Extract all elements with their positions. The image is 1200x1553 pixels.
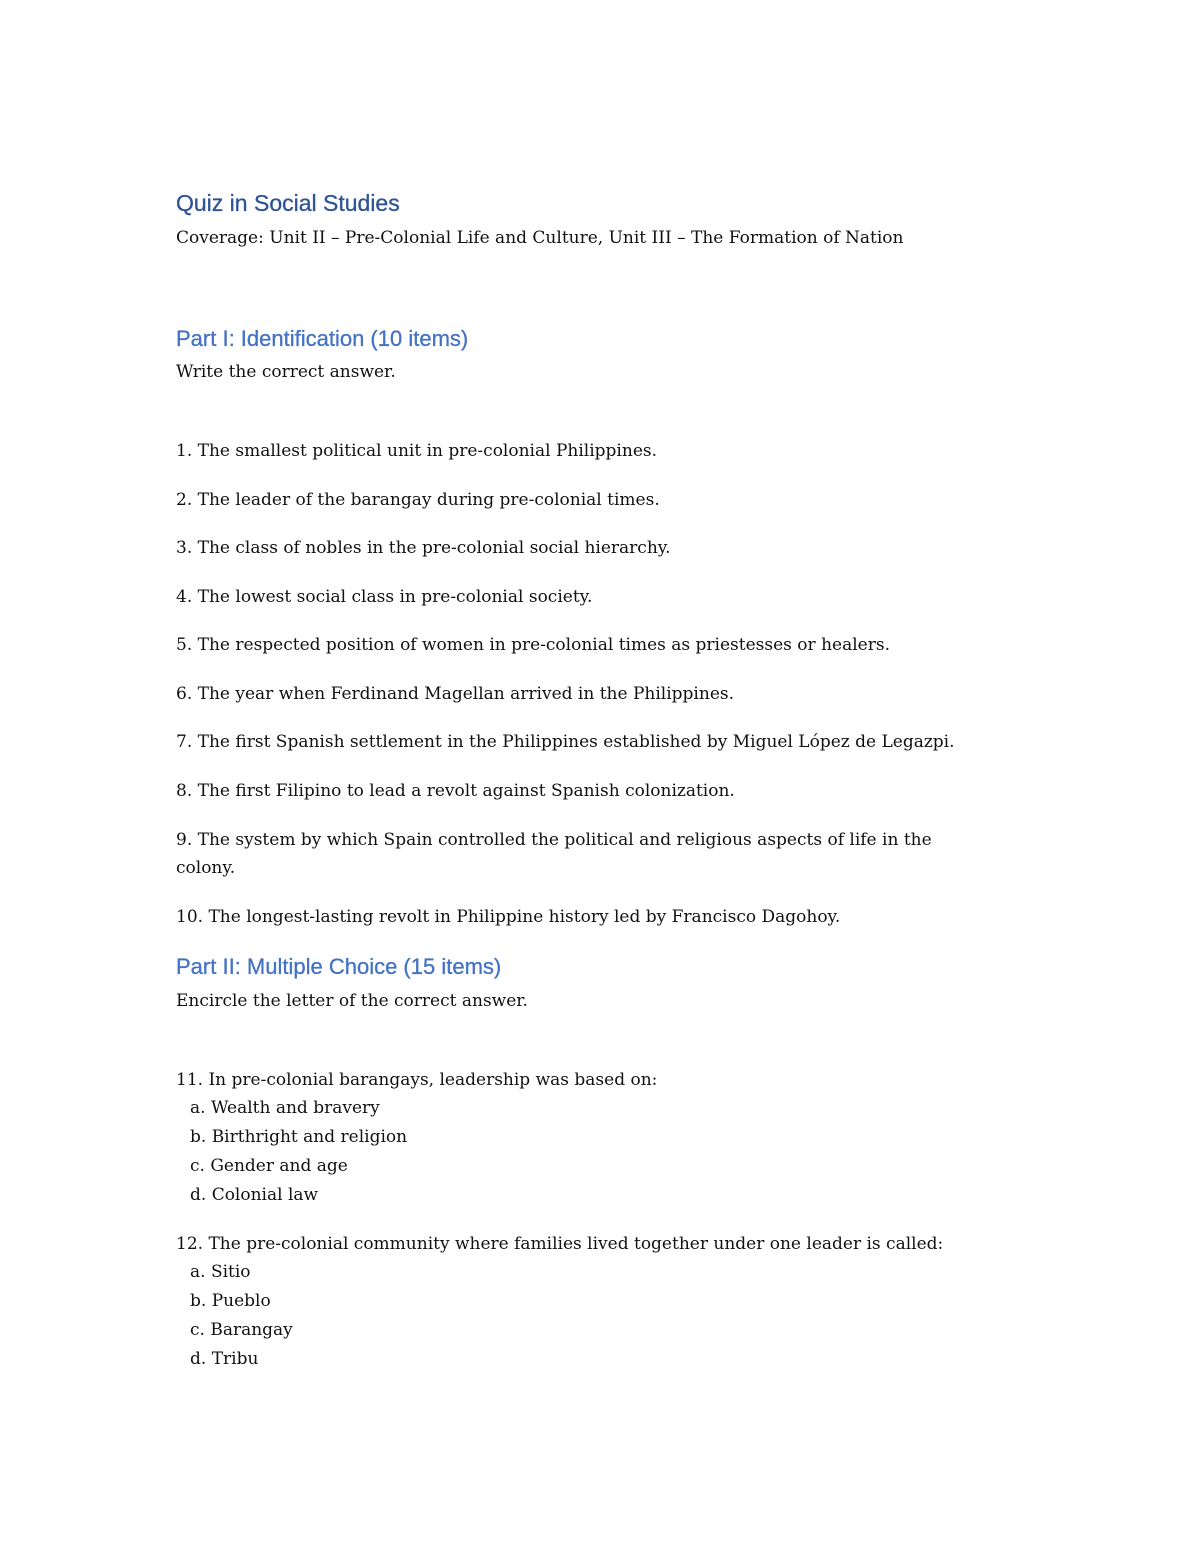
option-a: a. Sitio [190,1262,251,1282]
identification-item-6: 6. The year when Ferdinand Magellan arrived in the Philippines. [176,684,735,704]
identification-item-9: 9. The system by which Spain controlled the political and religious aspects of life in the colony. [176,830,932,878]
option-a: a. Wealth and bravery [190,1098,380,1118]
part2-heading: Part II: Multiple Choice (15 items) [176,954,502,979]
mc-question-12-options [176,1258,996,1374]
option-d: d. Colonial law [190,1185,319,1205]
identification-item-1: 1. The smallest political unit in pre-colonial Philippines. [176,441,658,461]
option-b: b. Birthright and religion [190,1127,408,1147]
option-c: c. Barangay [190,1320,293,1340]
mc-question-11-options [176,1094,996,1210]
mc-question-12 [176,1230,996,1374]
identification-item-10: 10. The longest-lasting revolt in Philippine history led by Francisco Dagohoy. [176,907,841,927]
option-b: b. Pueblo [190,1291,271,1311]
part1-heading: Part I: Identification (10 items) [176,326,469,351]
part1-instruction: Write the correct answer. [176,362,396,382]
quiz-title: Quiz in Social Studies [176,190,400,216]
identification-item-7: 7. The first Spanish settlement in the Philippines established by Miguel López de Legazpi. [176,732,955,752]
coverage-line: Coverage: Unit II – Pre-Colonial Life and Culture, Unit III – The Formation of Nation [176,228,904,248]
option-d: d. Tribu [190,1349,259,1369]
mc-question-11 [176,1066,996,1210]
option-c: c. Gender and age [190,1156,348,1176]
identification-item-8: 8. The first Filipino to lead a revolt against Spanish colonization. [176,781,735,801]
identification-item-2: 2. The leader of the barangay during pre-colonial times. [176,490,660,510]
mc-question-12-text: 12. The pre-colonial community where families lived together under one leader is called: [176,1234,944,1254]
mc-question-11-text: 11. In pre-colonial barangays, leadership was based on: [176,1070,658,1090]
identification-item-3: 3. The class of nobles in the pre-colonial social hierarchy. [176,538,671,558]
identification-item-5: 5. The respected position of women in pre-colonial times as priestesses or healers. [176,635,890,655]
identification-item-4: 4. The lowest social class in pre-colonial society. [176,587,593,607]
part2-instruction: Encircle the letter of the correct answer. [176,991,528,1011]
